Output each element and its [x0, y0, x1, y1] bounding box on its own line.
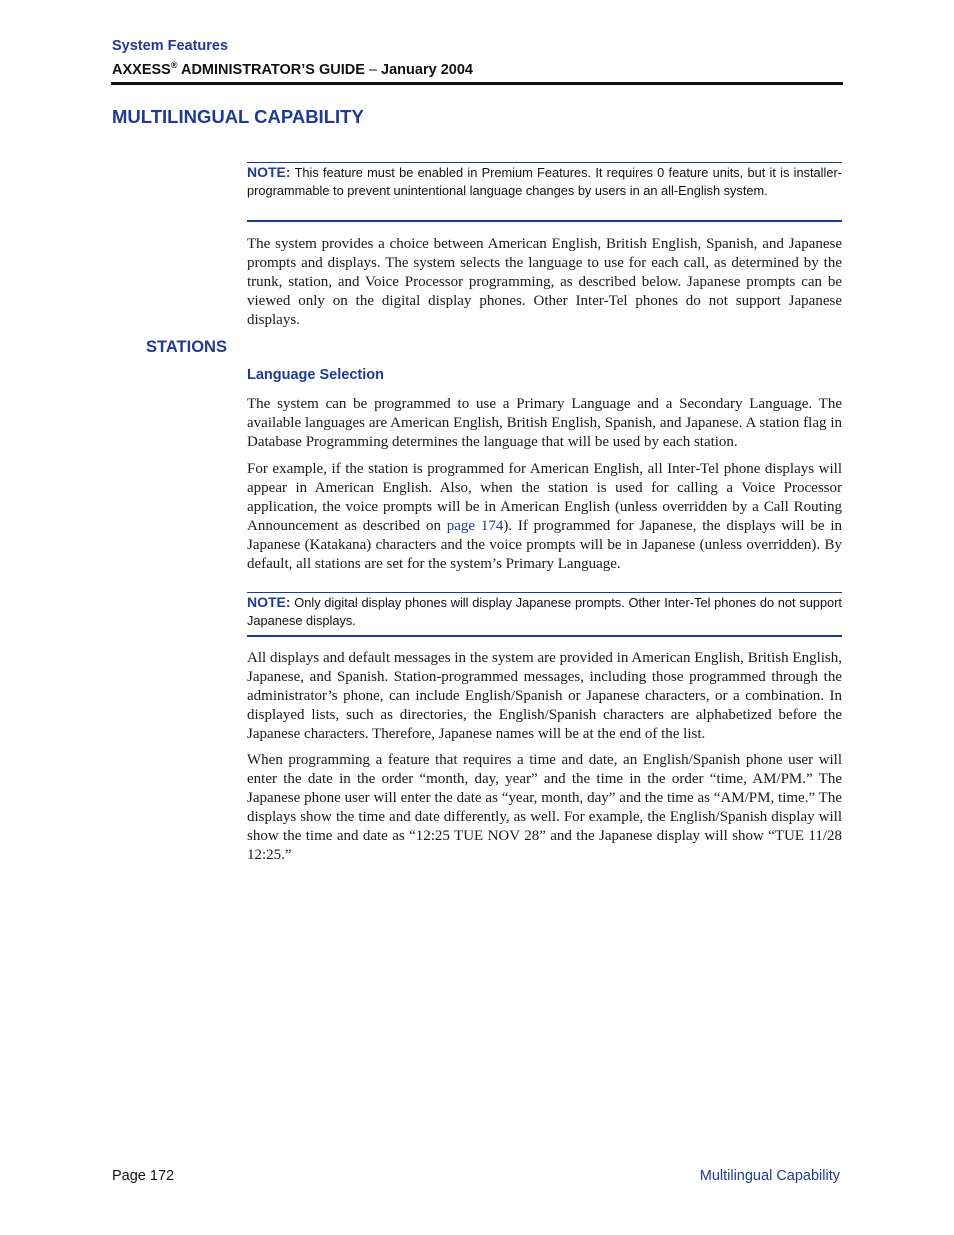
note-body: Only digital display phones will display Japanese prompts. Other Inter-Tel phones do not support Japanese displays. — [247, 595, 842, 628]
note-text — [247, 164, 842, 199]
displays-paragraph: All displays and default messages in the system are provided in American English, British English, Japanese, and Spanish. Station-programmed messages, including those programmed through the administrator’s phone, can include English/Spanish or Japanese characters, or a combination. In displayed lists, such as directories, the English/Spanish characters are alphabetized before the Japanese characters. Therefore, Japanese names will be at the end of the list. — [247, 650, 842, 742]
header-rule — [111, 82, 843, 85]
running-header-section: System Features — [112, 38, 229, 54]
footer-section-name: Multilingual Capability — [699, 1168, 840, 1184]
intro-paragraph: The system provides a choice between American English, British English, Spanish, and Japanese prompts and displays. The system selects the language to use for each call, as determined by the trunk, station, and Voice Processor programming, as described below. Japanese prompts can be viewed only on the digital display phones. Other Inter-Tel phones do not support Japanese displays. — [247, 236, 842, 328]
subheading-language-selection: Language Selection — [247, 367, 384, 383]
language-selection-paragraph: The system can be programmed to use a Primary Language and a Secondary Language. The available languages are American English, British English, Spanish, and Japanese. A station flag in Database Programming determines the language that will be used by each station. — [247, 396, 842, 450]
running-header-guide-title — [112, 60, 473, 78]
time-date-paragraph: When programming a feature that requires a time and date, an English/Spanish phone user will enter the date in the order “month, day, year” and the time in the order “time, AM/PM.” The Japanese phone user will enter the date as “year, month, day” and the time as “AM/PM, time.” The displays show the time and date differently, as well. For example, the English/Spanish display will show the time and date as “12:25 TUE NOV 28” and the Japanese display will show “TUE 11/28 12:25.” — [247, 752, 842, 863]
guide-dash: – — [364, 61, 382, 78]
footer-page-number: Page 172 — [112, 1168, 175, 1184]
note-text — [247, 594, 842, 629]
guide-title: ADMINISTRATOR’S GUIDE — [177, 61, 365, 78]
note-box-premium — [247, 162, 842, 222]
note-label: NOTE: — [247, 164, 291, 180]
section-heading: MULTILINGUAL CAPABILITY — [112, 106, 364, 127]
guide-date: January 2004 — [381, 61, 473, 78]
subsection-heading-stations: STATIONS — [146, 338, 227, 356]
note-body: This feature must be enabled in Premium Features. It requires 0 feature units, but it is installer-programmable to prevent unintentional language changes by users in an all-English system. — [247, 165, 842, 198]
note-box-japanese — [247, 592, 842, 637]
example-paragraph — [247, 460, 842, 574]
guide-prefix: AXXESS — [112, 61, 171, 78]
example-text-after: ). If programmed for Japanese, the displays will be in Japanese (Katakana) characters and the voice prompts will be in Japanese (unless overridden). By default, all stations are set for the system’s Primary Language. — [247, 518, 842, 572]
note-label: NOTE: — [247, 594, 291, 610]
registered-mark: ® — [170, 60, 178, 70]
page-174-link[interactable]: page 174 — [446, 518, 504, 534]
example-text-before: For example, if the station is programmed for American English, all Inter-Tel phone displays will appear in American English. Also, when the station is used for calling a Voice Processor application, the voice prompts will be in American English (unless overridden by a Call Routing Announcement as described on — [247, 461, 842, 534]
